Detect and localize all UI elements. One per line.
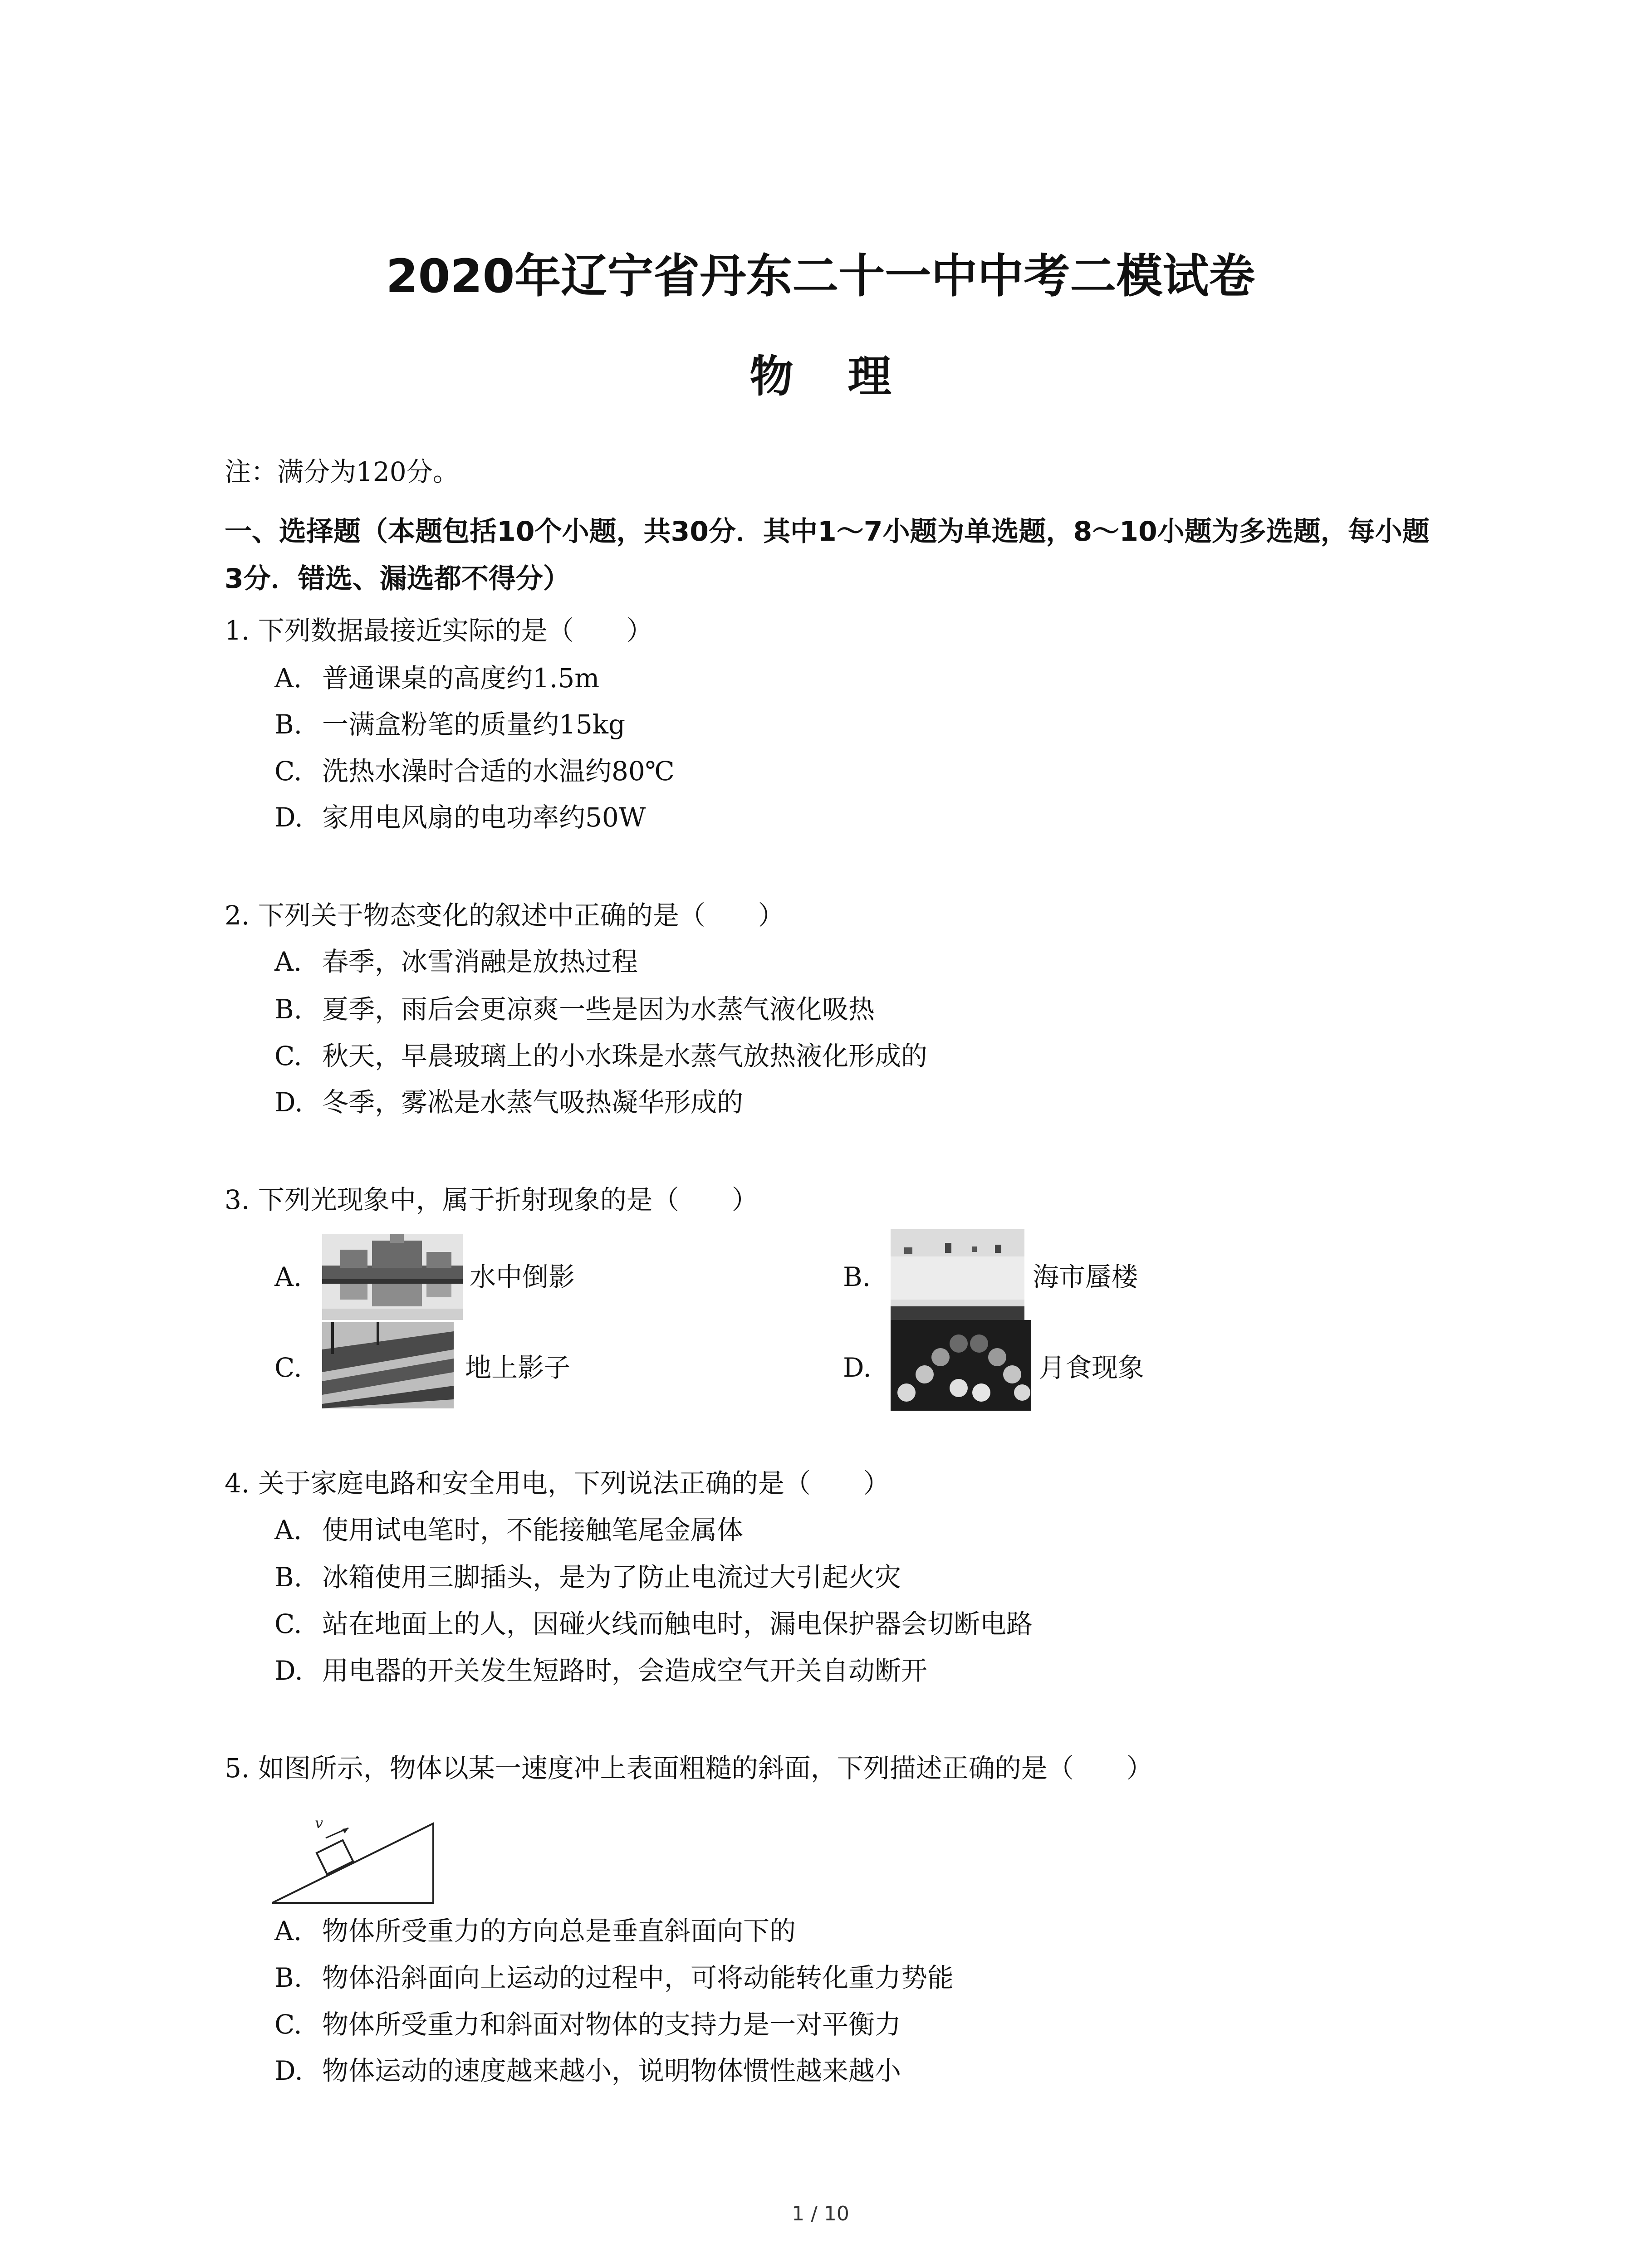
question-3-option-d	[843, 1318, 1297, 1413]
option-key: B.	[274, 1962, 303, 1993]
option-key: C.	[274, 756, 302, 787]
option-text: 夏季，雨后会更凉爽一些是因为水蒸气液化吸热	[322, 994, 875, 1025]
option-text: 站在地面上的人，因碰火线而触电时，漏电保护器会切断电路	[322, 1608, 1033, 1639]
option-text: 冬季，雾凇是水蒸气吸热凝华形成的	[322, 1087, 744, 1118]
question-5-option-b	[274, 1960, 954, 1996]
option-text: 水中倒影	[470, 1261, 575, 1292]
option-text: 家用电风扇的电功率约50W	[322, 802, 646, 833]
option-text: 物体沿斜面向上运动的过程中，可将动能转化重力势能	[322, 1962, 954, 1993]
question-4-option-c	[274, 1606, 1033, 1642]
option-text: 物体所受重力的方向总是垂直斜面向下的	[322, 1916, 796, 1946]
option-key: A.	[274, 1916, 302, 1946]
option-key: A.	[274, 1261, 302, 1292]
option-text: 秋天，早晨玻璃上的小水珠是水蒸气放热液化形成的	[322, 1041, 928, 1071]
option-key: A.	[274, 1515, 302, 1545]
subject-heading: 物理	[749, 351, 946, 402]
incline-figure	[268, 1796, 445, 1910]
question-4-option-a	[274, 1512, 743, 1548]
option-key: C.	[274, 1608, 302, 1639]
question-2-option-d	[274, 1084, 743, 1120]
option-key: B.	[274, 1562, 303, 1593]
option-key: B.	[843, 1261, 871, 1292]
question-4-option-b	[274, 1559, 901, 1595]
question-4-stem: 4. 关于家庭电路和安全用电，下列说法正确的是（ ）	[225, 1468, 890, 1499]
page-number: 1 / 10	[792, 2202, 849, 2225]
option-text: 用电器的开关发生短路时，会造成空气开关自动断开	[322, 1655, 928, 1686]
question-5-stem: 5. 如图所示，物体以某一速度冲上表面粗糙的斜面，下列描述正确的是（ ）	[225, 1753, 1153, 1784]
reflection-photo	[322, 1234, 463, 1320]
option-text: 普通课桌的高度约1.5m	[322, 663, 600, 694]
question-1-option-b	[274, 706, 625, 743]
shadow-photo	[322, 1322, 454, 1408]
question-5-option-d	[274, 2053, 901, 2089]
question-1-option-d	[274, 799, 646, 836]
option-key: C.	[274, 2009, 302, 2040]
velocity-label: v	[315, 1814, 323, 1832]
option-text: 春季，冰雪消融是放热过程	[322, 946, 638, 977]
section-heading: 一、选择题（本题包括10个小题，共30分．其中1～7小题为单选题，8～10小题为多选题，每小题3分．错选、漏选都不得分）	[225, 516, 1430, 595]
question-5-option-c	[274, 2006, 901, 2043]
option-text: 一满盒粉笔的质量约15kg	[322, 709, 626, 740]
option-text: 洗热水澡时合适的水温约80℃	[322, 756, 675, 787]
option-key: C.	[274, 1352, 302, 1383]
option-key: D.	[274, 1655, 303, 1686]
question-2-option-b	[274, 991, 875, 1027]
option-text: 冰箱使用三脚插头，是为了防止电流过大引起火灾	[322, 1562, 901, 1593]
option-key: D.	[274, 1087, 303, 1118]
exam-title: 2020年辽宁省丹东二十一中中考二模试卷	[386, 249, 1255, 303]
question-5-option-a	[274, 1913, 796, 1949]
option-key: D.	[274, 2055, 303, 2086]
question-1-option-a	[274, 660, 599, 696]
option-key: A.	[274, 946, 302, 977]
option-key: D.	[274, 802, 303, 833]
option-text: 地上影子	[465, 1352, 571, 1383]
question-3-option-c	[274, 1320, 774, 1411]
eclipse-photo	[891, 1320, 1031, 1411]
option-text: 物体运动的速度越来越小，说明物体惯性越来越小	[322, 2055, 901, 2086]
option-text: 月食现象	[1039, 1352, 1145, 1383]
option-key: D.	[843, 1352, 872, 1383]
question-2-option-c	[274, 1038, 927, 1074]
option-text: 海市蜃楼	[1033, 1261, 1138, 1292]
option-key: B.	[274, 994, 303, 1025]
option-text: 使用试电笔时，不能接触笔尾金属体	[322, 1515, 744, 1545]
question-4-option-d	[274, 1652, 927, 1689]
question-1-stem: 1. 下列数据最接近实际的是（ ）	[225, 615, 653, 646]
mirage-photo	[891, 1229, 1024, 1322]
question-2-option-a	[274, 943, 638, 980]
question-1-option-c	[274, 753, 675, 789]
question-3-stem: 3. 下列光现象中，属于折射现象的是（ ）	[225, 1184, 758, 1215]
option-text: 物体所受重力和斜面对物体的支持力是一对平衡力	[322, 2009, 901, 2040]
score-note: 注：满分为120分。	[225, 456, 459, 487]
option-key: B.	[274, 709, 303, 740]
option-key: A.	[274, 663, 302, 694]
option-key: C.	[274, 1041, 302, 1071]
question-3-option-a	[274, 1232, 774, 1322]
question-2-stem: 2. 下列关于物态变化的叙述中正确的是（ ）	[225, 900, 784, 931]
question-3-option-b	[843, 1227, 1297, 1327]
